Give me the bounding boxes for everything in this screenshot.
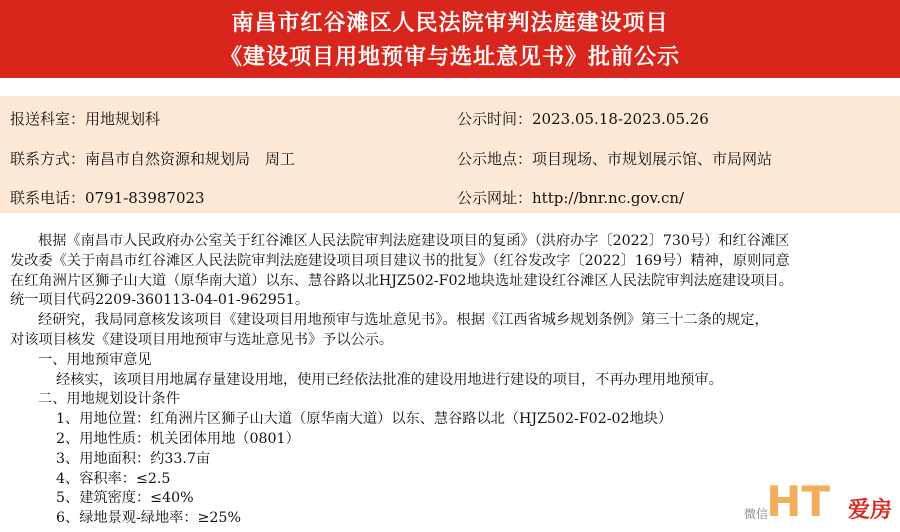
logo-icon: HT — [766, 477, 830, 526]
list-item: 6、绿地景观-绿地率：≥25% — [56, 510, 241, 527]
title-banner — [0, 0, 900, 78]
paragraph-line: 在红角洲片区狮子山大道（原华南大道）以东、慧谷路以北HJZ502-F02地块选址建设红谷滩区人民法院审判法庭建设项目。 — [10, 272, 793, 289]
paragraph-line: 根据《南昌市人民政府办公室关于红谷滩区人民法院审判法庭建设项目的复函》（洪府办字〔2022〕730号）和红谷滩区 — [38, 233, 790, 249]
info-row — [0, 106, 900, 132]
info-row — [0, 185, 900, 211]
brand-name: 爱房 — [847, 498, 892, 523]
website-info[interactable]: 公示网址：http://bnr.nc.gov.cn/ — [457, 189, 685, 207]
page-title: 南昌市红谷滩区人民法院审判法庭建设项目 — [231, 10, 669, 36]
paragraph-line: 经研究，我局同意核发该项目《建设项目用地预审与选址意见书》。根据《江西省城乡规划条例》第三十二条的规定， — [38, 312, 769, 329]
list-item: 5、建筑密度：≤40% — [56, 490, 194, 507]
paragraph-line: 对该项目核发《建设项目用地预审与选址意见书》予以公示。 — [10, 331, 394, 348]
contact-info: 联系方式：南昌市自然资源和规划局 周工 — [10, 150, 296, 168]
page-subtitle: 《建设项目用地预审与选址意见书》批前公示 — [219, 44, 680, 70]
list-item: 2、用地性质：机关团体用地（0801） — [56, 430, 300, 447]
list-item: 3、用地面积：约33.7亩 — [56, 450, 211, 467]
info-row — [0, 146, 900, 172]
paragraph-line: 经核实，该项目用地属存量建设用地，使用已经依法批准的建设用地进行建设的项目，不再办理用地预审。 — [56, 371, 723, 388]
place-info: 公示地点：项目现场、市规划展示馆、市局网站 — [457, 150, 773, 168]
dept-info: 报送科室：用地规划科 — [10, 110, 161, 128]
paragraph-line: 统一项目代码2209-360113-04-01-962951。 — [10, 292, 310, 309]
info-panel — [0, 96, 900, 213]
section-heading: 一、用地预审意见 — [38, 351, 152, 368]
paragraph-line: 发改委《关于南昌市红谷滩区人民法院审判法庭建设项目项目建议书的批复》（红谷发改字〔2022〕169号）精神，原则同意 — [10, 252, 790, 269]
wechat-icon: 微信 — [744, 507, 769, 521]
phone-info: 联系电话：0791-83987023 — [10, 189, 205, 207]
section-heading: 二、用地规划设计条件 — [38, 391, 180, 408]
list-item: 1、用地位置：红角洲片区狮子山大道（原华南大道）以东、慧谷路以北（HJZ502-F02-02地块） — [56, 411, 673, 428]
watermark — [744, 462, 892, 528]
list-item: 4、容积率：≤2.5 — [56, 470, 171, 487]
time-info: 公示时间：2023.05.18-2023.05.26 — [457, 110, 709, 128]
